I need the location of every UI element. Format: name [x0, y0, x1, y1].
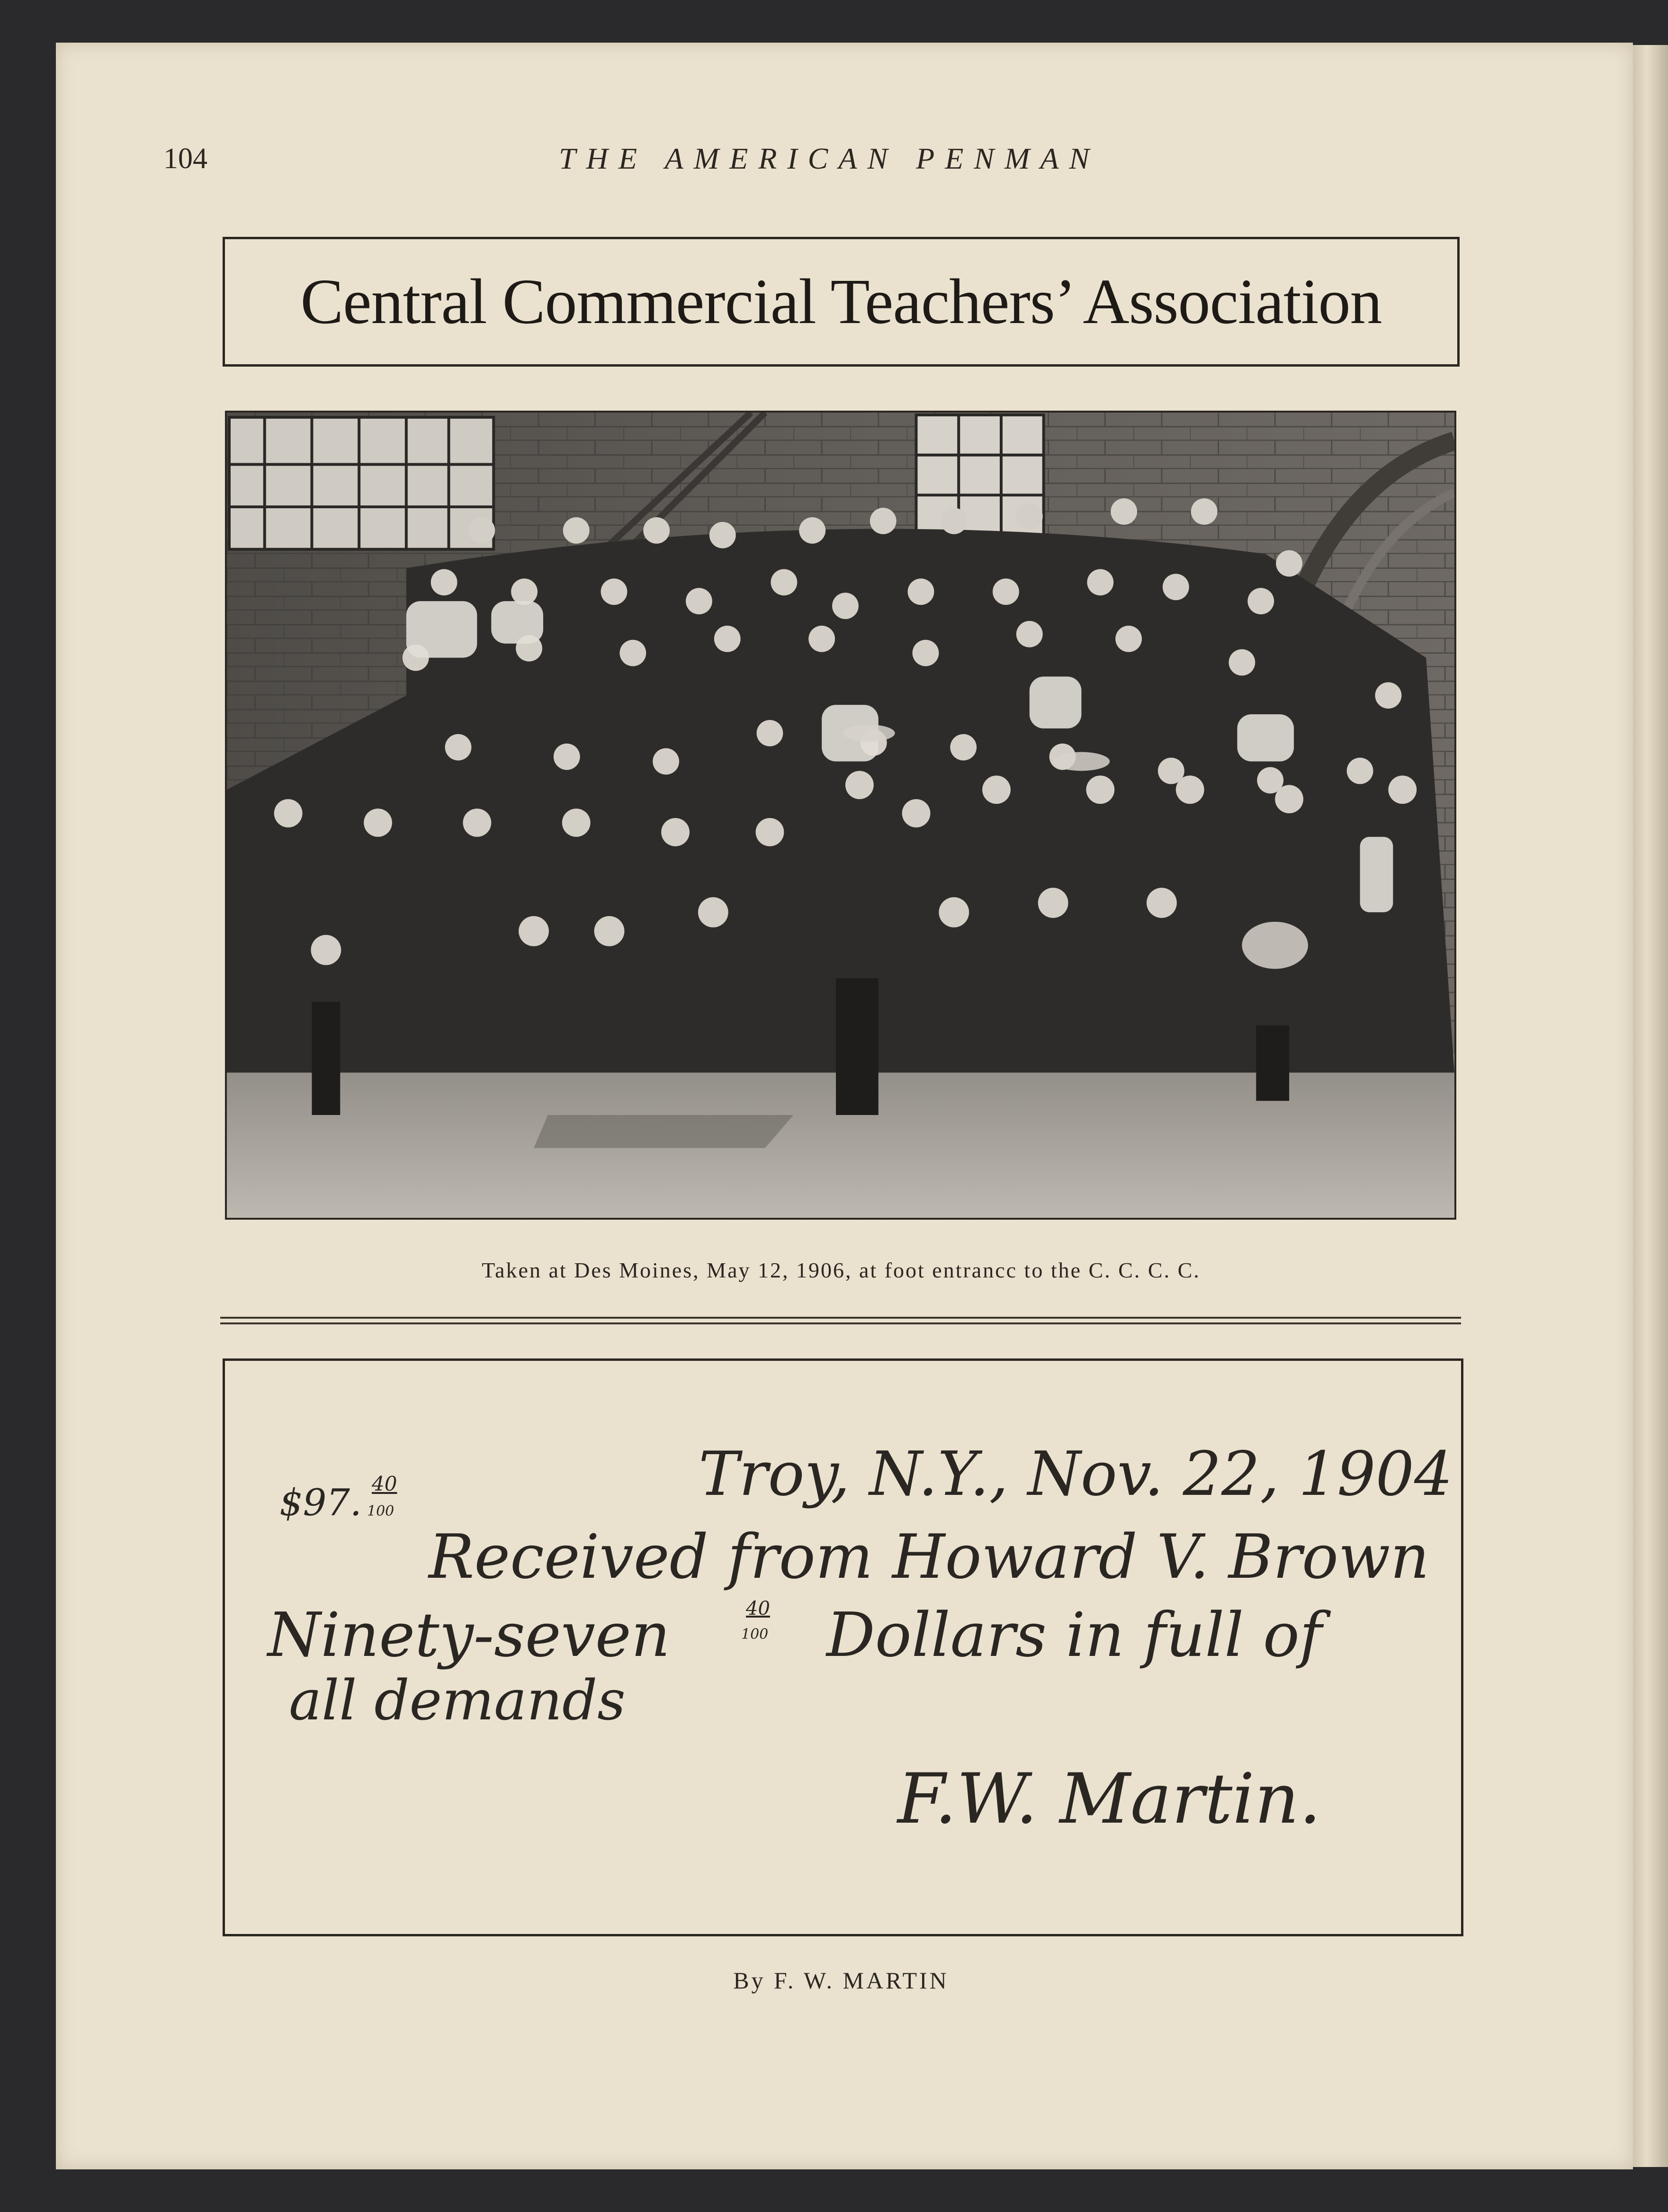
- receipt-demands-line: all demands: [289, 1669, 626, 1733]
- group-photo-image: [227, 413, 1454, 1218]
- receipt-amount-cents-den: 100: [367, 1503, 395, 1520]
- next-page-edge: [1633, 45, 1668, 2167]
- receipt-dollars-line: Dollars in full of: [826, 1600, 1322, 1671]
- byline: By F. W. MARTIN: [733, 1967, 949, 1994]
- article-title: Central Commercial Teachers’ Association: [300, 266, 1382, 337]
- receipt-signature: F.W. Martin.: [897, 1759, 1321, 1839]
- page-number: 104: [163, 143, 207, 175]
- receipt-amount-words: Ninety-seven: [268, 1600, 671, 1671]
- receipt-specimen-box: [223, 1358, 1463, 1936]
- receipt-fraction-den: 100: [741, 1626, 769, 1643]
- receipt-amount-dollars: $97.: [279, 1482, 362, 1524]
- photo-caption: Taken at Des Moines, May 12, 1906, at foot entrancc to the C. C. C. C.: [482, 1258, 1201, 1282]
- left-window: [229, 417, 493, 549]
- double-rule-bottom: [220, 1322, 1461, 1324]
- receipt-received-line: Received from Howard V. Brown: [429, 1522, 1429, 1592]
- receipt-place-date: Troy, N.Y., Nov. 22, 1904: [699, 1439, 1453, 1510]
- group-photograph: [225, 411, 1456, 1220]
- receipt-amount-cents-num: 40: [372, 1472, 397, 1495]
- article-title-box: [223, 237, 1460, 367]
- running-head: THE AMERICAN PENMAN: [559, 142, 1100, 175]
- receipt-fraction-num: 40: [746, 1598, 770, 1619]
- double-rule-top: [220, 1317, 1461, 1319]
